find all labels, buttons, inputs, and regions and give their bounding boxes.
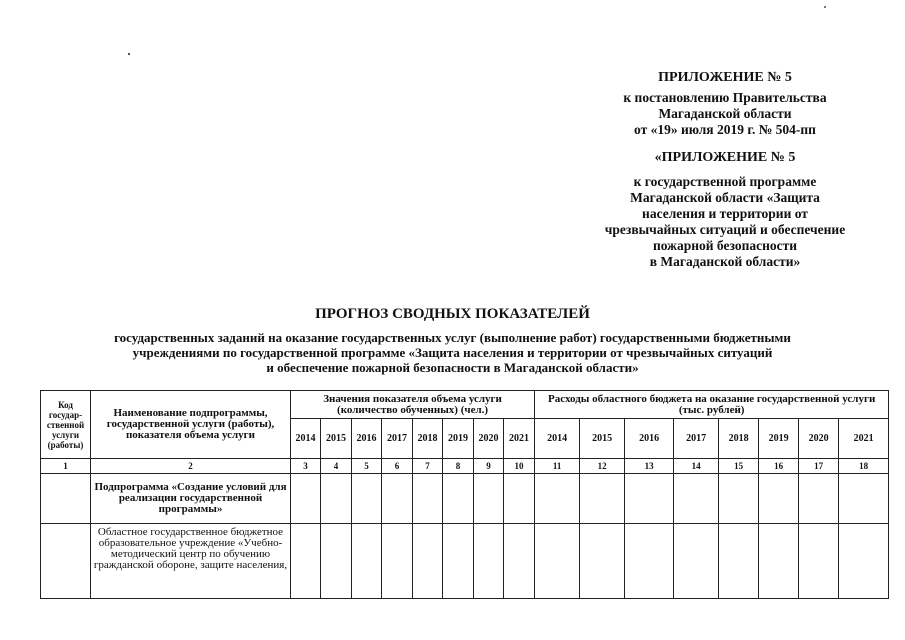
table-cell: [719, 524, 759, 599]
column-number: 18: [839, 459, 889, 474]
column-number: 1: [41, 459, 91, 474]
year-cell: 2014: [535, 419, 580, 459]
year-cell: 2021: [504, 419, 535, 459]
year-cell: 2017: [382, 419, 413, 459]
appendix-resolution-line: к постановлению Правительства: [623, 90, 827, 105]
table-cell: [321, 524, 352, 599]
column-number: 13: [625, 459, 674, 474]
table-cell: [759, 474, 799, 524]
column-number: 2: [91, 459, 291, 474]
column-number: 11: [535, 459, 580, 474]
table-header-row: [41, 391, 889, 419]
appendix-program-line: Магаданской области «Защита: [630, 190, 820, 205]
appendix-resolution-line: от «19» июля 2019 г. № 504-пп: [634, 122, 816, 137]
table-cell: [382, 524, 413, 599]
column-number: 16: [759, 459, 799, 474]
subprogram-name-cell: Подпрограмма «Создание условий для реализации государственной программы»: [91, 474, 291, 524]
document-subtitle: [40, 330, 865, 375]
table-cell: [839, 524, 889, 599]
table-cell: [625, 474, 674, 524]
scan-speck: [128, 53, 130, 55]
year-cell: 2018: [413, 419, 443, 459]
appendix-program-line: чрезвычайных ситуаций и обеспечение: [604, 222, 846, 237]
table-row-organization: [41, 524, 889, 599]
column-number: 7: [413, 459, 443, 474]
year-cell: 2021: [839, 419, 889, 459]
column-number: 8: [443, 459, 474, 474]
table-cell: [443, 524, 474, 599]
table-cell: [674, 474, 719, 524]
year-cell: 2016: [625, 419, 674, 459]
table-cell: [535, 524, 580, 599]
table-cell: [443, 474, 474, 524]
organization-name-cell: Областное государственное бюджетное образовательное учреждение «Учебно-методический центр по обучению гражданской обороне, защите населения,: [91, 524, 291, 599]
year-cell: 2018: [719, 419, 759, 459]
header-volume-group: Значения показателя объема услуги (количество обученных) (чел.): [291, 391, 535, 419]
year-cell: 2015: [321, 419, 352, 459]
table-cell: [535, 474, 580, 524]
appendix-resolution-title: ПРИЛОЖЕНИЕ № 5: [658, 70, 792, 85]
table-cell: [382, 474, 413, 524]
table-cell: [413, 524, 443, 599]
header-service-name: Наименование подпрограммы, государственной услуги (работы), показателя объема услуги: [91, 391, 291, 459]
table-cell: [504, 474, 535, 524]
column-number: 15: [719, 459, 759, 474]
table-cell: [674, 524, 719, 599]
table-column-numbers-row: [41, 459, 889, 474]
table-cell: [799, 474, 839, 524]
column-number: 9: [474, 459, 504, 474]
header-service-code: Код государ-ственной услуги (работы): [41, 391, 91, 459]
appendix-program-line: в Магаданской области»: [649, 254, 801, 269]
table-cell: [474, 524, 504, 599]
appendix-program-title: «ПРИЛОЖЕНИЕ № 5: [654, 150, 796, 165]
table-cell: [352, 474, 382, 524]
table-cell: [580, 524, 625, 599]
table-cell: [719, 474, 759, 524]
table-cell: [759, 524, 799, 599]
header-expenses-group: Расходы областного бюджета на оказание государственной услуги (тыс. рублей): [535, 391, 889, 419]
appendix-program-line: к государственной программе: [633, 174, 817, 189]
table-cell: [321, 474, 352, 524]
column-number: 5: [352, 459, 382, 474]
table-cell: [580, 474, 625, 524]
year-cell: 2014: [291, 419, 321, 459]
table-cell: [413, 474, 443, 524]
year-cell: 2019: [759, 419, 799, 459]
year-cell: 2020: [474, 419, 504, 459]
table-cell: [799, 524, 839, 599]
year-cell: 2016: [352, 419, 382, 459]
column-number: 4: [321, 459, 352, 474]
document-subtitle-line: и обеспечение пожарной безопасности в Магаданской области»: [266, 360, 639, 375]
scan-speck: [824, 6, 826, 8]
table-cell: [41, 524, 91, 599]
column-number: 6: [382, 459, 413, 474]
table-cell: [291, 524, 321, 599]
table-cell: [41, 474, 91, 524]
document-subtitle-line: учреждениями по государственной программе «Защита населения и территории от чрезвычайных ситуаций: [132, 345, 773, 360]
table-cell: [839, 474, 889, 524]
document-subtitle-line: государственных заданий на оказание государственных услуг (выполнение работ) государственными бюджетными: [114, 330, 791, 345]
column-number: 14: [674, 459, 719, 474]
appendix-program-line: населения и территории от: [642, 206, 808, 221]
table-cell: [474, 474, 504, 524]
appendix-resolution-line: Магаданской области: [658, 106, 792, 121]
table-cell: [504, 524, 535, 599]
year-cell: 2017: [674, 419, 719, 459]
column-number: 3: [291, 459, 321, 474]
column-number: 17: [799, 459, 839, 474]
indicators-table: [40, 390, 889, 599]
appendix-program-line: пожарной безопасности: [652, 238, 798, 253]
column-number: 12: [580, 459, 625, 474]
year-cell: 2019: [443, 419, 474, 459]
appendix-resolution-block: [560, 70, 890, 138]
document-title: ПРОГНОЗ СВОДНЫХ ПОКАЗАТЕЛЕЙ: [315, 306, 590, 322]
table-cell: [352, 524, 382, 599]
appendix-program-block: [560, 150, 890, 270]
year-cell: 2020: [799, 419, 839, 459]
table-cell: [625, 524, 674, 599]
table-cell: [291, 474, 321, 524]
table-row-subprogram: [41, 474, 889, 524]
column-number: 10: [504, 459, 535, 474]
year-cell: 2015: [580, 419, 625, 459]
